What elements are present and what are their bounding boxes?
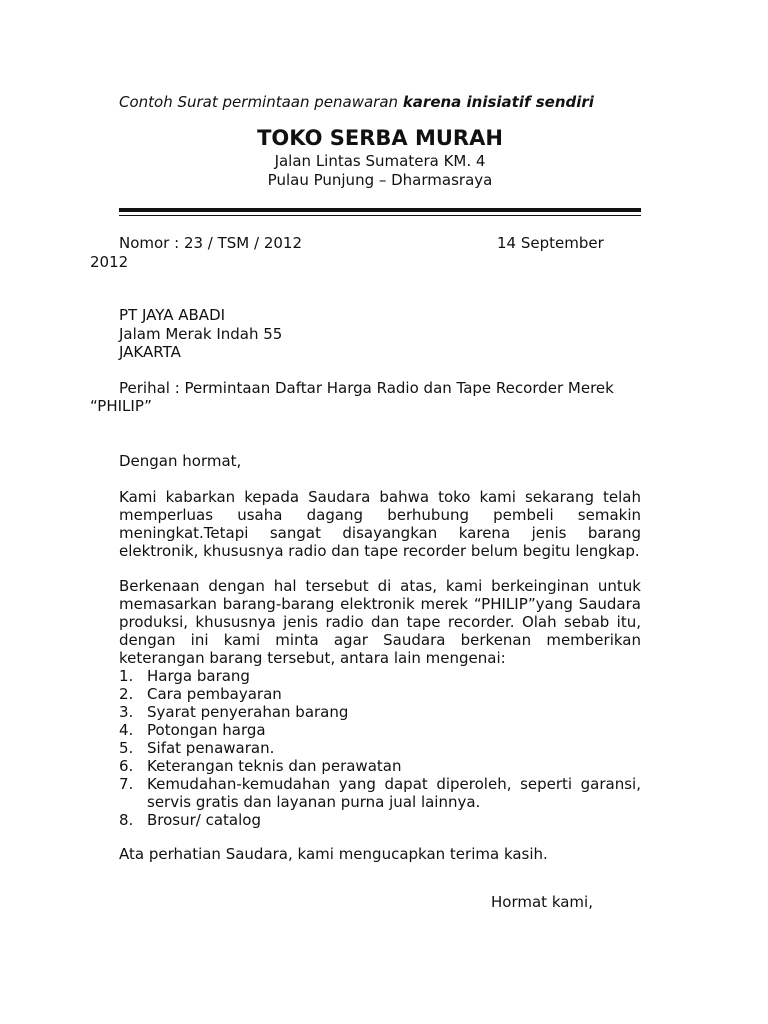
list-item-text: Cara pembayaran: [147, 685, 282, 703]
list-item: [119, 757, 641, 775]
list-item-number: 2.: [119, 685, 134, 703]
letterhead-rule-thick: [119, 208, 641, 212]
sender-address-line-1: Jalan Lintas Sumatera KM. 4: [274, 152, 486, 170]
letterhead-rule-thin: [119, 215, 641, 216]
list-item-text: Kemudahan-kemudahan yang dapat diperoleh, seperti garansi, servis gratis dan layanan purna jual lainnya.: [147, 775, 641, 811]
letter-number: Nomor : 23 / TSM / 2012: [119, 234, 303, 252]
list-item-number: 8.: [119, 811, 134, 829]
list-item: [119, 703, 641, 721]
subject-line-continued: “PHILIP”: [90, 397, 152, 415]
recipient-name: PT JAYA ABADI: [119, 306, 226, 324]
list-item-text: Keterangan teknis dan perawatan: [147, 757, 402, 775]
heading-prefix: Contoh Surat permintaan penawaran: [119, 93, 403, 111]
sender-address-line-2: Pulau Punjung – Dharmasraya: [267, 171, 493, 189]
list-item-text: Sifat penawaran.: [147, 739, 275, 757]
letter-date-year: 2012: [90, 253, 129, 271]
list-item-number: 5.: [119, 739, 134, 757]
list-item-text: Harga barang: [147, 667, 250, 685]
list-item-text: Potongan harga: [147, 721, 266, 739]
list-item-number: 7.: [119, 775, 134, 793]
list-item-text: Brosur/ catalog: [147, 811, 261, 829]
list-item: [119, 739, 641, 757]
subject-line: Perihal : Permintaan Daftar Harga Radio dan Tape Recorder Merek: [119, 379, 614, 397]
list-item: [119, 667, 641, 685]
body-paragraph-2: Berkenaan dengan hal tersebut di atas, kami berkeinginan untuk memasarkan barang-barang elektronik merek “PHILIP”yang Saudara produksi, khususnya jenis radio dan tape recorder. Olah sebab itu, dengan ini kami minta agar Saudara berkenan memberikan keterangan barang tersebut, antara lain mengenai:: [119, 577, 641, 667]
request-list: [119, 667, 641, 829]
letter-date: 14 September: [497, 234, 604, 252]
closing-text: Ata perhatian Saudara, kami mengucapkan terima kasih.: [119, 845, 548, 863]
list-item: [119, 811, 641, 829]
signoff: Hormat kami,: [491, 893, 593, 911]
heading-bold: karena inisiatif sendiri: [402, 93, 594, 111]
recipient-address: Jalam Merak Indah 55: [119, 325, 283, 343]
list-item-number: 1.: [119, 667, 134, 685]
greeting: Dengan hormat,: [119, 452, 242, 470]
list-item-number: 3.: [119, 703, 134, 721]
list-item-number: 4.: [119, 721, 134, 739]
list-item: [119, 775, 641, 811]
list-item: [119, 721, 641, 739]
list-item: [119, 685, 641, 703]
document-heading: [119, 93, 594, 111]
list-item-number: 6.: [119, 757, 134, 775]
body-paragraph-1: Kami kabarkan kepada Saudara bahwa toko kami sekarang telah memperluas usaha dagang berhubung pembeli semakin meningkat.Tetapi sangat disayangkan karena jenis barang elektronik, khususnya radio dan tape recorder belum begitu lengkap.: [119, 488, 641, 560]
list-item-text: Syarat penyerahan barang: [147, 703, 349, 721]
recipient-city: JAKARTA: [119, 343, 181, 361]
sender-company-name: TOKO SERBA MURAH: [257, 126, 503, 150]
